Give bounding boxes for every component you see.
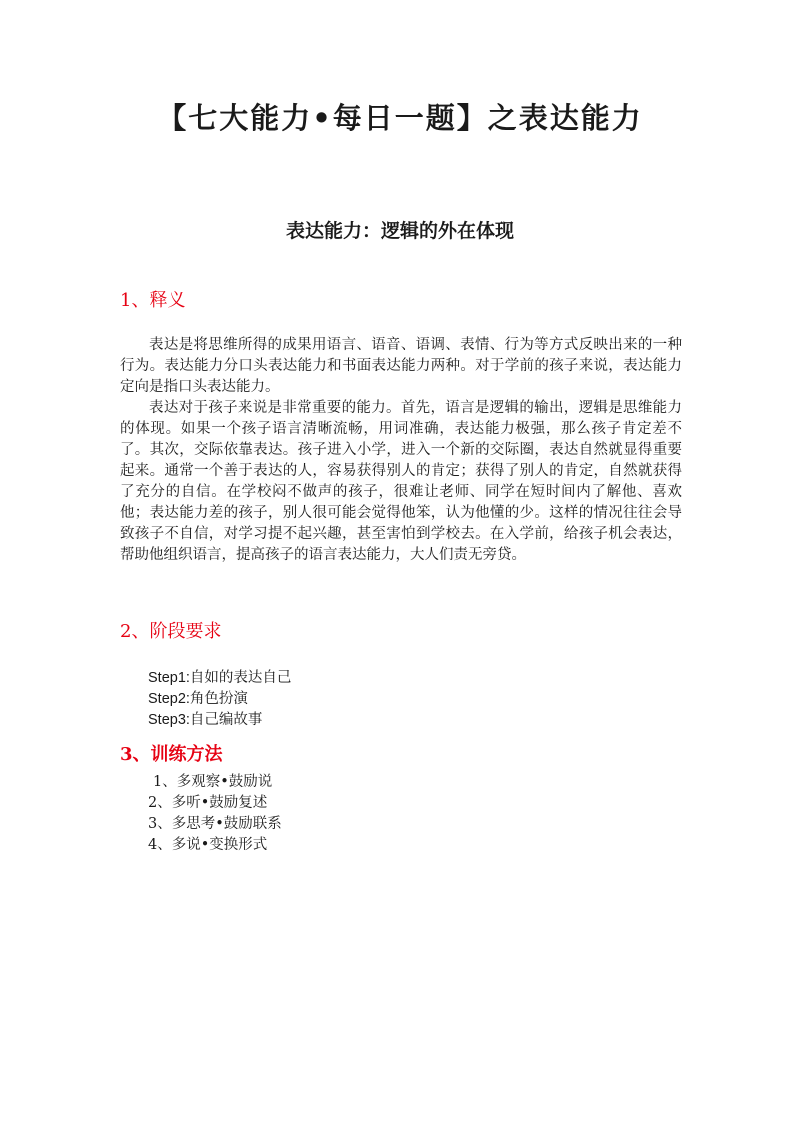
list-item: 4、多说•变换形式 xyxy=(148,837,268,853)
page-subtitle: 表达能力：逻辑的外在体现 xyxy=(285,220,514,242)
paragraph: 表达对于孩子来说是非常重要的能力。首先，语言是逻辑的输出，逻辑是思维能力的体现。如果一个孩子语言清晰流畅，用词准确，表达能力极强，那么孩子肯定差不了。其次，交际依靠表达。孩子进入小学，进入一个新的交际圈，表达自然就显得重要起来。通常一个善于表达的人，容易获得别人的肯定；获得了别人的肯定，自然就获得了充分的自信。在学校闷不做声的孩子，很难让老师、同学在短时间内了解他、喜欢他；表达能力差的孩子，别人很可能会觉得他笨，认为他懂的少。这样的情况往往会导致孩子不自信，对学习提不起兴趣，甚至害怕到学校去。在入学前，给孩子机会表达，帮助他组织语言，提高孩子的语言表达能力，大人们责无旁贷。 xyxy=(120,400,682,563)
list-item: Step3:自己编故事 xyxy=(148,712,263,728)
definition-body xyxy=(120,335,682,566)
paragraph: 表达是将思维所得的成果用语言、语音、语调、表情、行为等方式反映出来的一种行为。表达能力分口头表达能力和书面表达能力两种。对于学前的孩子来说，表达能力定向是指口头表达能力。 xyxy=(120,337,682,395)
list-item: 3、多思考•鼓励联系 xyxy=(148,816,282,832)
list-item: Step1:自如的表达自己 xyxy=(148,670,292,686)
section-heading-training-methods: 3、训练方法 xyxy=(120,744,223,765)
stage-steps-list xyxy=(148,668,291,731)
page-title: 【七大能力•每日一题】之表达能力 xyxy=(157,101,643,135)
list-item: 1、多观察•鼓励说 xyxy=(153,774,273,790)
training-methods-list xyxy=(148,772,282,856)
section-heading-definition: 1、释义 xyxy=(120,290,186,311)
list-item: 2、多听•鼓励复述 xyxy=(148,795,268,811)
list-item: Step2:角色扮演 xyxy=(148,691,248,707)
section-heading-stage-requirements: 2、阶段要求 xyxy=(120,621,222,642)
